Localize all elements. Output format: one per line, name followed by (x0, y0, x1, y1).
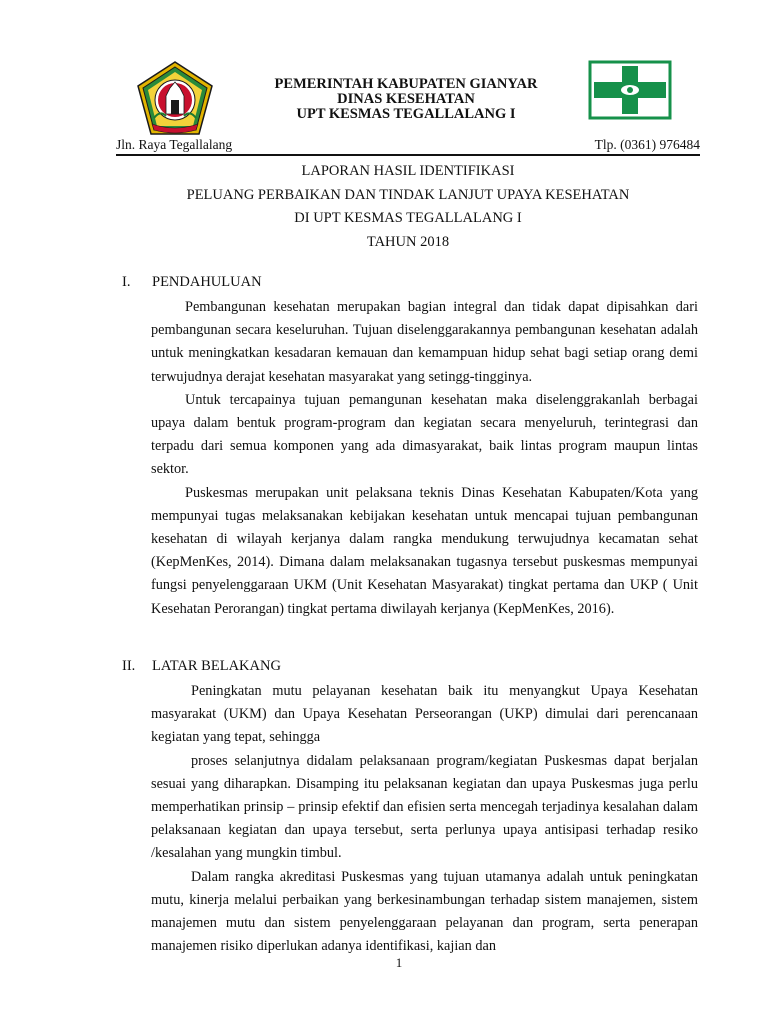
report-title-line-4: TAHUN 2018 (366, 233, 450, 250)
paragraph: Untuk tercapainya tujuan pemangunan kesehatan maka diselenggrakanlah berbagai upaya dalam bentuk program-program dan kegiatan secara menyeluruh, terintegrasi dan terpadu dari semua komponen yang ada dimasyarakat, baik lintas program maupun lintas sektor. (151, 391, 698, 478)
paragraph: Dalam rangka akreditasi Puskesmas yang tujuan utamanya adalah untuk peningkatan mutu, kinerja melalui perbaikan yang berkesinambungan terhadap sistem manajemen, sistem manajemen mutu dan sistem penyelenggaraan pelayanan dan program, serta penerapan manajemen risiko diperlukan adanya identifikasi, kajian dan (151, 868, 698, 955)
letterhead-phone: Tlp. (0361) 976484 (594, 137, 700, 152)
section-body-latar-belakang (151, 680, 698, 958)
section-number: I. (122, 274, 131, 290)
section-title: PENDAHULUAN (152, 274, 262, 290)
paragraph: Pembangunan kesehatan merupakan bagian integral dan tidak dapat dipisahkan dari pembangunan secara keseluruhan. Tujuan diselenggarakannya pembangunan kesehatan adalah untuk meningkatkan kesadaran kemauan dan kemampuan hidup sehat bagi setiap orang demi terwujudnya derajat kesehatan masyarakat yang setingg-tingginya. (151, 299, 698, 385)
page-number: 1 (395, 955, 403, 970)
report-title-line-2: PELUANG PERBAIKAN DAN TINDAK LANJUT UPAYA KESEHATAN (186, 186, 630, 203)
letterhead-department: DINAS KESEHATAN (337, 91, 475, 107)
letterhead-unit: UPT KESMAS TEGALLALANG I (296, 106, 516, 122)
paragraph: proses selanjutnya didalam pelaksanaan program/kegiatan Puskesmas dapat berjalan sesuai yang diharapkan. Disamping itu pelaksanan kegiatan dan upaya Puskesmas juga perlu memperhatikan prinsip – prinsip efektif dan efisien serta mencegah terjadinya kesalahan dalam pelaksanaan kegiatan dan upaya tersebut, serta perlunya upaya antisipasi terhadap resiko /kesalahan yang mungkin timbul. (151, 752, 698, 862)
letterhead-government: PEMERINTAH KABUPATEN GIANYAR (274, 76, 538, 92)
section-heading-latar-belakang (122, 658, 281, 675)
section-body-pendahuluan (151, 296, 698, 621)
gianyar-regency-emblem-icon (136, 60, 214, 136)
report-title-line-1: LAPORAN HASIL IDENTIFIKASI (301, 163, 515, 179)
section-number: II. (122, 658, 136, 674)
letterhead (116, 60, 700, 156)
paragraph: Puskesmas merupakan unit pelaksana teknis Dinas Kesehatan Kabupaten/Kota yang mempunyai tugas melaksanakan kebijakan kesehatan untuk mencapai tujuan pembangunan kesehatan di wilayah kerjanya dalam rangka mendukung terwujudnya kecamatan sehat (KepMenKes, 2014). Dimana dalam melaksanakan tugasnya tersebut puskesmas mempunyai fungsi penyelenggaraan UKM (Unit Kesehatan Masyarakat) tingkat pertama dan UKP ( Unit Kesehatan Perorangan) tingkat pertama diwilayah kerjanya (KepMenKes, 2016). (151, 484, 698, 617)
health-cross-icon (588, 60, 672, 120)
report-title (116, 160, 700, 254)
letterhead-address: Jln. Raya Tegallalang (116, 137, 233, 152)
paragraph: Peningkatan mutu pelayanan kesehatan baik itu menyangkut Upaya Kesehatan masyarakat (UKM) dan Upaya Kesehatan Perseorangan (UKP) dimulai dari perencanaan kegiatan yang tepat, sehingga (151, 683, 698, 746)
report-title-line-3: DI UPT KESMAS TEGALLALANG I (294, 210, 522, 226)
section-title: LATAR BELAKANG (152, 658, 281, 674)
letterhead-titles (226, 77, 586, 122)
letterhead-divider (116, 154, 700, 156)
section-heading-pendahuluan (122, 274, 262, 291)
